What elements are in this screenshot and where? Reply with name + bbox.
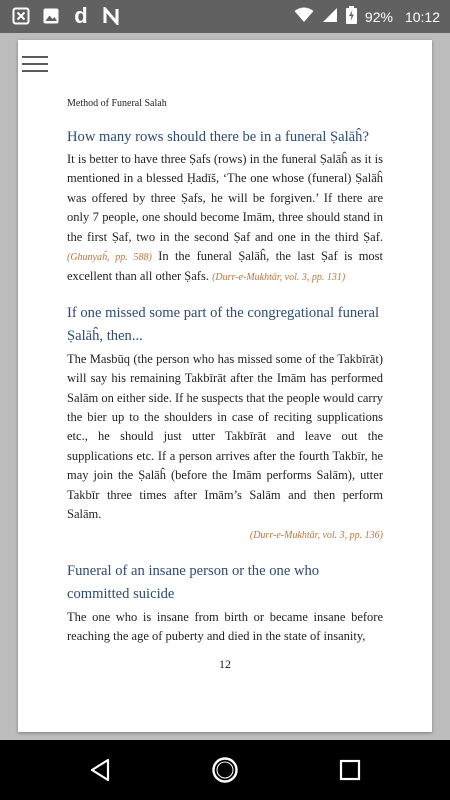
battery-charging-icon xyxy=(346,6,357,27)
page-number: 12 xyxy=(219,657,231,671)
close-box-icon xyxy=(10,5,32,27)
clock: 10:12 xyxy=(404,8,440,25)
d-app-icon: d xyxy=(74,3,88,28)
section-body-missed: The Masbūq (the person who has missed some of the Takbīrāt) will say his remaining Takbīrāt after the Imām has performed Salām on either side. If he suspects that the people would carry the bier up to the shoulders in case of reciting supplications etc., he should just utter Takbīrāt and leave out the supplications etc. If a person arrives after the fourth Takbīr, he may join the Ṣalāĥ (before the Imām performs Salām), utter Takbīr three times after Imām’s Salām and then perform Salām. xyxy=(67,351,383,522)
citation: (Ghunyaĥ, pp. 588) xyxy=(67,252,152,264)
section-heading-rows: How many rows should there be in a funeral Ṣalāĥ? xyxy=(67,129,369,145)
navigation-bar xyxy=(0,740,450,800)
notification-icons xyxy=(10,5,122,27)
citation: (Durr-e-Mukhtār, vol. 3, pp. 136) xyxy=(249,529,383,541)
back-triangle-icon[interactable] xyxy=(85,755,115,785)
image-icon xyxy=(40,5,62,27)
section-heading-insane: Funeral of an insane person or the one who committed suicide xyxy=(67,562,320,602)
section-body-insane: The one who is insane from birth or became insane before reaching the age of puberty and died in the state of insanity, xyxy=(67,609,383,643)
cellular-icon xyxy=(322,7,338,26)
battery-percent: 92% xyxy=(364,8,393,25)
section-heading-missed: If one missed some part of the congregational funeral Ṣalāĥ, then... xyxy=(67,304,380,344)
hamburger-menu-icon[interactable] xyxy=(22,56,48,78)
page-content xyxy=(67,126,383,646)
wifi-icon xyxy=(294,7,314,26)
recents-square-icon[interactable] xyxy=(335,755,365,785)
n-app-icon xyxy=(100,5,122,27)
citation: (Durr-e-Mukhtār, vol. 3, pp. 131) xyxy=(212,272,346,284)
status-bar xyxy=(0,0,450,33)
section-body-rows: It is better to have three Ṣafs (rows) in the funeral Ṣalāĥ as it is mentioned in a blessed Ḥadīš, ‘The one whose (funeral) Ṣalāĥ was offered by three Ṣafs, he will be forgiven.’ If there are only 7 people, one should become Imām, three should stand in the first Ṣaf, two in the second Ṣaf and one in the third Ṣaf. (Ghunyaĥ, pp. 588) In the funeral Ṣalāĥ, the last Ṣaf is most excellent than all other Ṣafs. (Durr-e-Mukhtār, vol. 3, pp. 131) xyxy=(67,152,384,284)
home-circle-icon[interactable] xyxy=(210,755,240,785)
running-head: Method of Funeral Salah xyxy=(67,98,167,109)
system-icons xyxy=(294,6,440,27)
